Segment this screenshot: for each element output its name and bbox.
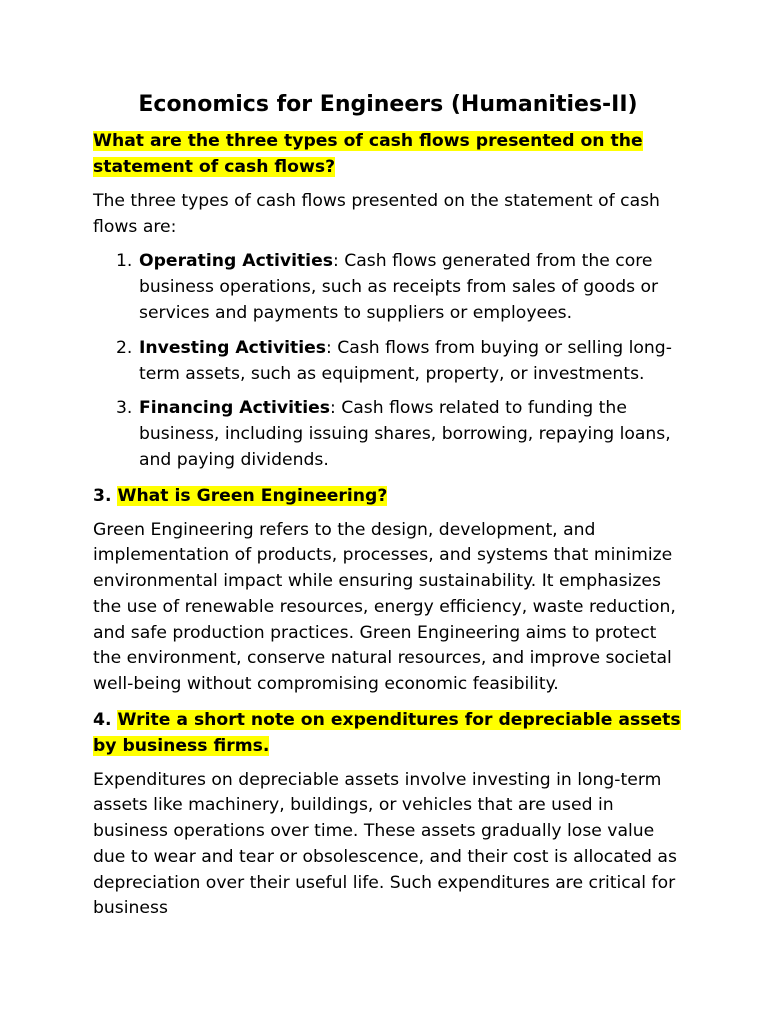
answer-depreciable-assets: Expenditures on depreciable assets involve investing in long-term assets like machinery, buildings, or vehicles that are used in business operations over time. These assets gradually lose value due to wear and tear or obsolescence, and their cost is allocated as depreciation over their useful life. Such expenditures are critical for business [93, 769, 677, 919]
list-item-investing [93, 336, 683, 388]
answer-green-engineering: Green Engineering refers to the design, development, and implementation of products, processes, and systems that minimize environmental impact while ensuring sustainability. It emphasizes the use of renewable resources, energy efficiency, waste reduction, and safe production practices. Green Engineering aims to protect the environment, conserve natural resources, and improve societal well-being without compromising economic feasibility. [93, 519, 676, 694]
question-number: 4. [93, 709, 112, 730]
list-item-number: 3. [116, 398, 133, 419]
question-green-engineering-text: What is Green Engineering? [117, 485, 388, 506]
list-item-term: Financing Activities [139, 398, 330, 419]
question-green-engineering [93, 483, 683, 509]
list-item-text: : Cash flows from buying or selling long-term assets, such as equipment, property, or investments. [139, 337, 672, 384]
list-item-term: Investing Activities [139, 337, 327, 358]
question-number: 3. [93, 485, 112, 506]
list-item-financing [93, 396, 683, 473]
list-item-text: : Cash flows generated from the core business operations, such as receipts from sales of goods or services and payments to suppliers or employees. [139, 251, 659, 323]
question-cash-flows-text: What are the three types of cash flows presented on the statement of cash flows? [93, 131, 643, 177]
answer-intro: The three types of cash flows presented on the statement of cash flows are: [93, 191, 660, 237]
list-item-operating [93, 249, 683, 326]
question-depreciable-assets [93, 707, 683, 759]
question-cash-flows [93, 128, 683, 180]
question-depreciable-assets-text: Write a short note on expenditures for depreciable assets by business firms. [93, 709, 681, 756]
list-item-text: : Cash flows related to funding the business, including issuing shares, borrowing, repaying loans, and paying dividends. [139, 398, 671, 470]
cash-flow-types-list [93, 249, 683, 473]
list-item-number: 2. [116, 337, 133, 358]
list-item-number: 1. [116, 251, 133, 272]
page-title: Economics for Engineers (Humanities-II) [138, 92, 638, 117]
list-item-term: Operating Activities [139, 251, 333, 272]
document-page [93, 88, 683, 931]
